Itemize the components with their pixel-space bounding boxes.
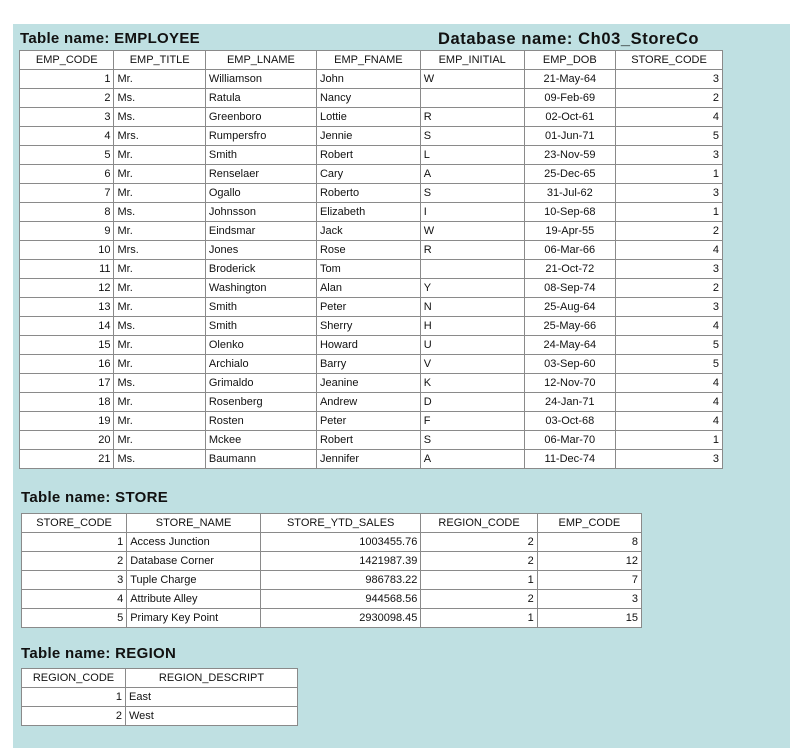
table-cell: 25-Aug-64 xyxy=(524,298,615,317)
table-row xyxy=(20,393,723,412)
table-cell: 4 xyxy=(615,412,722,431)
table-cell: 16 xyxy=(20,355,114,374)
table-cell: 18 xyxy=(20,393,114,412)
table-cell: 01-Jun-71 xyxy=(524,127,615,146)
column-header: EMP_TITLE xyxy=(114,51,205,70)
table-cell: Ms. xyxy=(114,108,205,127)
table-cell: Jack xyxy=(316,222,420,241)
table-cell: 5 xyxy=(20,146,114,165)
table-cell: Mr. xyxy=(114,279,205,298)
table-cell: W xyxy=(420,222,524,241)
table-cell: Grimaldo xyxy=(205,374,316,393)
table-row xyxy=(20,317,723,336)
table-cell: Williamson xyxy=(205,70,316,89)
table-cell: V xyxy=(420,355,524,374)
table-cell: 1 xyxy=(421,609,537,628)
table-cell: 03-Oct-68 xyxy=(524,412,615,431)
table-cell: 25-Dec-65 xyxy=(524,165,615,184)
table-cell: Ms. xyxy=(114,450,205,469)
table-cell: Nancy xyxy=(316,89,420,108)
table-cell: 24-May-64 xyxy=(524,336,615,355)
table-cell: 8 xyxy=(20,203,114,222)
table-cell: Rosten xyxy=(205,412,316,431)
table-cell: Mr. xyxy=(114,412,205,431)
table-cell: Rose xyxy=(316,241,420,260)
region-table xyxy=(21,668,298,726)
table-cell: 986783.22 xyxy=(261,571,421,590)
table-cell: Mr. xyxy=(114,70,205,89)
column-header: STORE_NAME xyxy=(127,514,261,533)
table-cell: 19-Apr-55 xyxy=(524,222,615,241)
table-row xyxy=(20,70,723,89)
table-row xyxy=(20,450,723,469)
store-table xyxy=(21,513,642,628)
table-cell: Elizabeth xyxy=(316,203,420,222)
table-cell: A xyxy=(420,165,524,184)
table-cell: 12-Nov-70 xyxy=(524,374,615,393)
table-row xyxy=(20,355,723,374)
table-cell: 4 xyxy=(615,317,722,336)
table-row xyxy=(20,336,723,355)
table-cell: Howard xyxy=(316,336,420,355)
table-cell: 2 xyxy=(20,89,114,108)
table-cell: 2 xyxy=(615,89,722,108)
column-header: EMP_DOB xyxy=(524,51,615,70)
table-cell: 1 xyxy=(615,431,722,450)
table-row xyxy=(22,688,298,707)
table-cell: 2 xyxy=(421,533,537,552)
table-cell: 15 xyxy=(537,609,641,628)
schema-panel xyxy=(13,24,790,748)
table-cell: Ms. xyxy=(114,317,205,336)
table-cell: 14 xyxy=(20,317,114,336)
table-cell: W xyxy=(420,70,524,89)
column-header: STORE_CODE xyxy=(22,514,127,533)
table-cell: Rumpersfro xyxy=(205,127,316,146)
region-header-row xyxy=(22,669,298,688)
table-cell: S xyxy=(420,127,524,146)
table-cell: Lottie xyxy=(316,108,420,127)
table-cell: Mrs. xyxy=(114,127,205,146)
table-cell: 23-Nov-59 xyxy=(524,146,615,165)
table-cell: Rosenberg xyxy=(205,393,316,412)
table-cell: Mr. xyxy=(114,336,205,355)
table-row xyxy=(20,374,723,393)
table-cell: K xyxy=(420,374,524,393)
table-cell: 1 xyxy=(22,533,127,552)
table-cell: Tom xyxy=(316,260,420,279)
table-cell: 1003455.76 xyxy=(261,533,421,552)
table-row xyxy=(22,590,642,609)
column-header: REGION_DESCRIPT xyxy=(126,669,298,688)
table-cell: Baumann xyxy=(205,450,316,469)
table-cell: F xyxy=(420,412,524,431)
table-cell: 4 xyxy=(615,241,722,260)
table-cell: 3 xyxy=(615,298,722,317)
table-cell: N xyxy=(420,298,524,317)
table-cell: 11-Dec-74 xyxy=(524,450,615,469)
table-cell: 2 xyxy=(615,222,722,241)
table-cell: R xyxy=(420,108,524,127)
table-cell: Mr. xyxy=(114,260,205,279)
table-cell: H xyxy=(420,317,524,336)
table-cell: 4 xyxy=(615,393,722,412)
table-cell: Barry xyxy=(316,355,420,374)
table-cell: Jones xyxy=(205,241,316,260)
column-header: EMP_CODE xyxy=(20,51,114,70)
table-cell: Database Corner xyxy=(127,552,261,571)
table-cell: Peter xyxy=(316,412,420,431)
table-row xyxy=(20,222,723,241)
table-row xyxy=(22,533,642,552)
table-row xyxy=(20,279,723,298)
table-cell: 5 xyxy=(615,336,722,355)
table-cell: 5 xyxy=(615,127,722,146)
table-cell: Ms. xyxy=(114,374,205,393)
table-cell: 4 xyxy=(615,108,722,127)
table-cell: John xyxy=(316,70,420,89)
table-cell: Broderick xyxy=(205,260,316,279)
table-cell: 944568.56 xyxy=(261,590,421,609)
table-cell: 3 xyxy=(615,450,722,469)
table-cell: 21-May-64 xyxy=(524,70,615,89)
table-row xyxy=(20,241,723,260)
table-cell: 13 xyxy=(20,298,114,317)
table-cell: 20 xyxy=(20,431,114,450)
table-cell: 19 xyxy=(20,412,114,431)
table-cell: West xyxy=(126,707,298,726)
column-header: STORE_YTD_SALES xyxy=(261,514,421,533)
table-cell: 08-Sep-74 xyxy=(524,279,615,298)
column-header: EMP_CODE xyxy=(537,514,641,533)
table-cell: L xyxy=(420,146,524,165)
column-header: EMP_LNAME xyxy=(205,51,316,70)
table-cell: S xyxy=(420,184,524,203)
table-cell: Mrs. xyxy=(114,241,205,260)
table-cell: 2 xyxy=(421,552,537,571)
table-cell: Jeanine xyxy=(316,374,420,393)
table-cell: 31-Jul-62 xyxy=(524,184,615,203)
table-cell: Mr. xyxy=(114,146,205,165)
table-cell: Mr. xyxy=(114,222,205,241)
table-cell: Access Junction xyxy=(127,533,261,552)
table-cell: Mr. xyxy=(114,355,205,374)
table-row xyxy=(20,127,723,146)
region-table-title: Table name: REGION xyxy=(21,645,177,662)
table-cell: Smith xyxy=(205,317,316,336)
table-cell: Olenko xyxy=(205,336,316,355)
store-header-row xyxy=(22,514,642,533)
table-cell: 10 xyxy=(20,241,114,260)
table-cell: Roberto xyxy=(316,184,420,203)
table-cell: 1 xyxy=(421,571,537,590)
table-cell: Johnsson xyxy=(205,203,316,222)
table-cell: 2 xyxy=(22,707,126,726)
table-cell: Ratula xyxy=(205,89,316,108)
table-cell: U xyxy=(420,336,524,355)
table-cell: Ms. xyxy=(114,89,205,108)
table-cell: D xyxy=(420,393,524,412)
table-cell: Smith xyxy=(205,146,316,165)
table-cell: Tuple Charge xyxy=(127,571,261,590)
table-row xyxy=(20,108,723,127)
table-row xyxy=(22,552,642,571)
table-cell: A xyxy=(420,450,524,469)
table-cell: 12 xyxy=(20,279,114,298)
table-cell: 3 xyxy=(615,70,722,89)
table-row xyxy=(20,412,723,431)
table-cell: Y xyxy=(420,279,524,298)
table-cell: 5 xyxy=(615,355,722,374)
table-row xyxy=(22,707,298,726)
table-cell: 4 xyxy=(20,127,114,146)
table-cell: 3 xyxy=(615,260,722,279)
table-row xyxy=(22,609,642,628)
table-row xyxy=(22,571,642,590)
employee-table-title: Table name: EMPLOYEE xyxy=(20,30,200,47)
table-cell: 17 xyxy=(20,374,114,393)
table-cell: 2 xyxy=(421,590,537,609)
table-cell: 10-Sep-68 xyxy=(524,203,615,222)
table-cell: Peter xyxy=(316,298,420,317)
table-cell: S xyxy=(420,431,524,450)
table-cell: Smith xyxy=(205,298,316,317)
table-cell: Sherry xyxy=(316,317,420,336)
table-cell: 21 xyxy=(20,450,114,469)
table-cell: 2 xyxy=(22,552,127,571)
table-row xyxy=(20,184,723,203)
table-cell: Jennifer xyxy=(316,450,420,469)
table-cell: 1 xyxy=(615,203,722,222)
table-cell: 5 xyxy=(22,609,127,628)
table-row xyxy=(20,146,723,165)
table-row xyxy=(20,165,723,184)
table-cell: Mr. xyxy=(114,184,205,203)
table-cell: R xyxy=(420,241,524,260)
table-cell: 4 xyxy=(615,374,722,393)
table-cell: Mr. xyxy=(114,298,205,317)
table-cell: Mr. xyxy=(114,393,205,412)
table-cell: Ogallo xyxy=(205,184,316,203)
table-cell: 2930098.45 xyxy=(261,609,421,628)
table-cell: 11 xyxy=(20,260,114,279)
database-name: Database name: Ch03_StoreCo xyxy=(438,30,700,48)
table-cell xyxy=(420,89,524,108)
table-cell: Andrew xyxy=(316,393,420,412)
store-table-title: Table name: STORE xyxy=(21,489,169,506)
table-cell: 1 xyxy=(20,70,114,89)
table-cell: 1 xyxy=(615,165,722,184)
table-cell: 24-Jan-71 xyxy=(524,393,615,412)
table-cell: 7 xyxy=(20,184,114,203)
table-cell: 3 xyxy=(537,590,641,609)
employee-header-row xyxy=(20,51,723,70)
table-cell: 25-May-66 xyxy=(524,317,615,336)
column-header: EMP_INITIAL xyxy=(420,51,524,70)
table-cell: 1 xyxy=(22,688,126,707)
table-cell: 06-Mar-70 xyxy=(524,431,615,450)
table-cell: 03-Sep-60 xyxy=(524,355,615,374)
table-row xyxy=(20,298,723,317)
table-cell: 15 xyxy=(20,336,114,355)
table-cell: I xyxy=(420,203,524,222)
table-cell: 3 xyxy=(22,571,127,590)
table-row xyxy=(20,203,723,222)
table-cell: Alan xyxy=(316,279,420,298)
table-cell: 8 xyxy=(537,533,641,552)
table-cell: 09-Feb-69 xyxy=(524,89,615,108)
table-cell: Mr. xyxy=(114,165,205,184)
column-header: EMP_FNAME xyxy=(316,51,420,70)
table-cell: 06-Mar-66 xyxy=(524,241,615,260)
table-cell: 7 xyxy=(537,571,641,590)
employee-table xyxy=(19,50,723,469)
table-cell: 3 xyxy=(615,184,722,203)
table-cell: 1421987.39 xyxy=(261,552,421,571)
table-row xyxy=(20,89,723,108)
column-header: REGION_CODE xyxy=(421,514,537,533)
table-cell: Jennie xyxy=(316,127,420,146)
table-cell: Renselaer xyxy=(205,165,316,184)
table-cell: 3 xyxy=(20,108,114,127)
table-cell: 21-Oct-72 xyxy=(524,260,615,279)
table-cell: Ms. xyxy=(114,203,205,222)
table-cell: Attribute Alley xyxy=(127,590,261,609)
table-row xyxy=(20,260,723,279)
table-cell xyxy=(420,260,524,279)
table-cell: 4 xyxy=(22,590,127,609)
table-cell: 6 xyxy=(20,165,114,184)
table-cell: 9 xyxy=(20,222,114,241)
table-cell: Archialo xyxy=(205,355,316,374)
table-cell: Primary Key Point xyxy=(127,609,261,628)
column-header: STORE_CODE xyxy=(615,51,722,70)
table-cell: 2 xyxy=(615,279,722,298)
table-cell: Cary xyxy=(316,165,420,184)
column-header: REGION_CODE xyxy=(22,669,126,688)
table-cell: East xyxy=(126,688,298,707)
table-cell: 12 xyxy=(537,552,641,571)
table-cell: 02-Oct-61 xyxy=(524,108,615,127)
table-cell: Eindsmar xyxy=(205,222,316,241)
table-cell: Robert xyxy=(316,431,420,450)
table-cell: 3 xyxy=(615,146,722,165)
table-cell: Robert xyxy=(316,146,420,165)
table-cell: Greenboro xyxy=(205,108,316,127)
table-cell: Washington xyxy=(205,279,316,298)
table-row xyxy=(20,431,723,450)
table-cell: Mr. xyxy=(114,431,205,450)
table-cell: Mckee xyxy=(205,431,316,450)
